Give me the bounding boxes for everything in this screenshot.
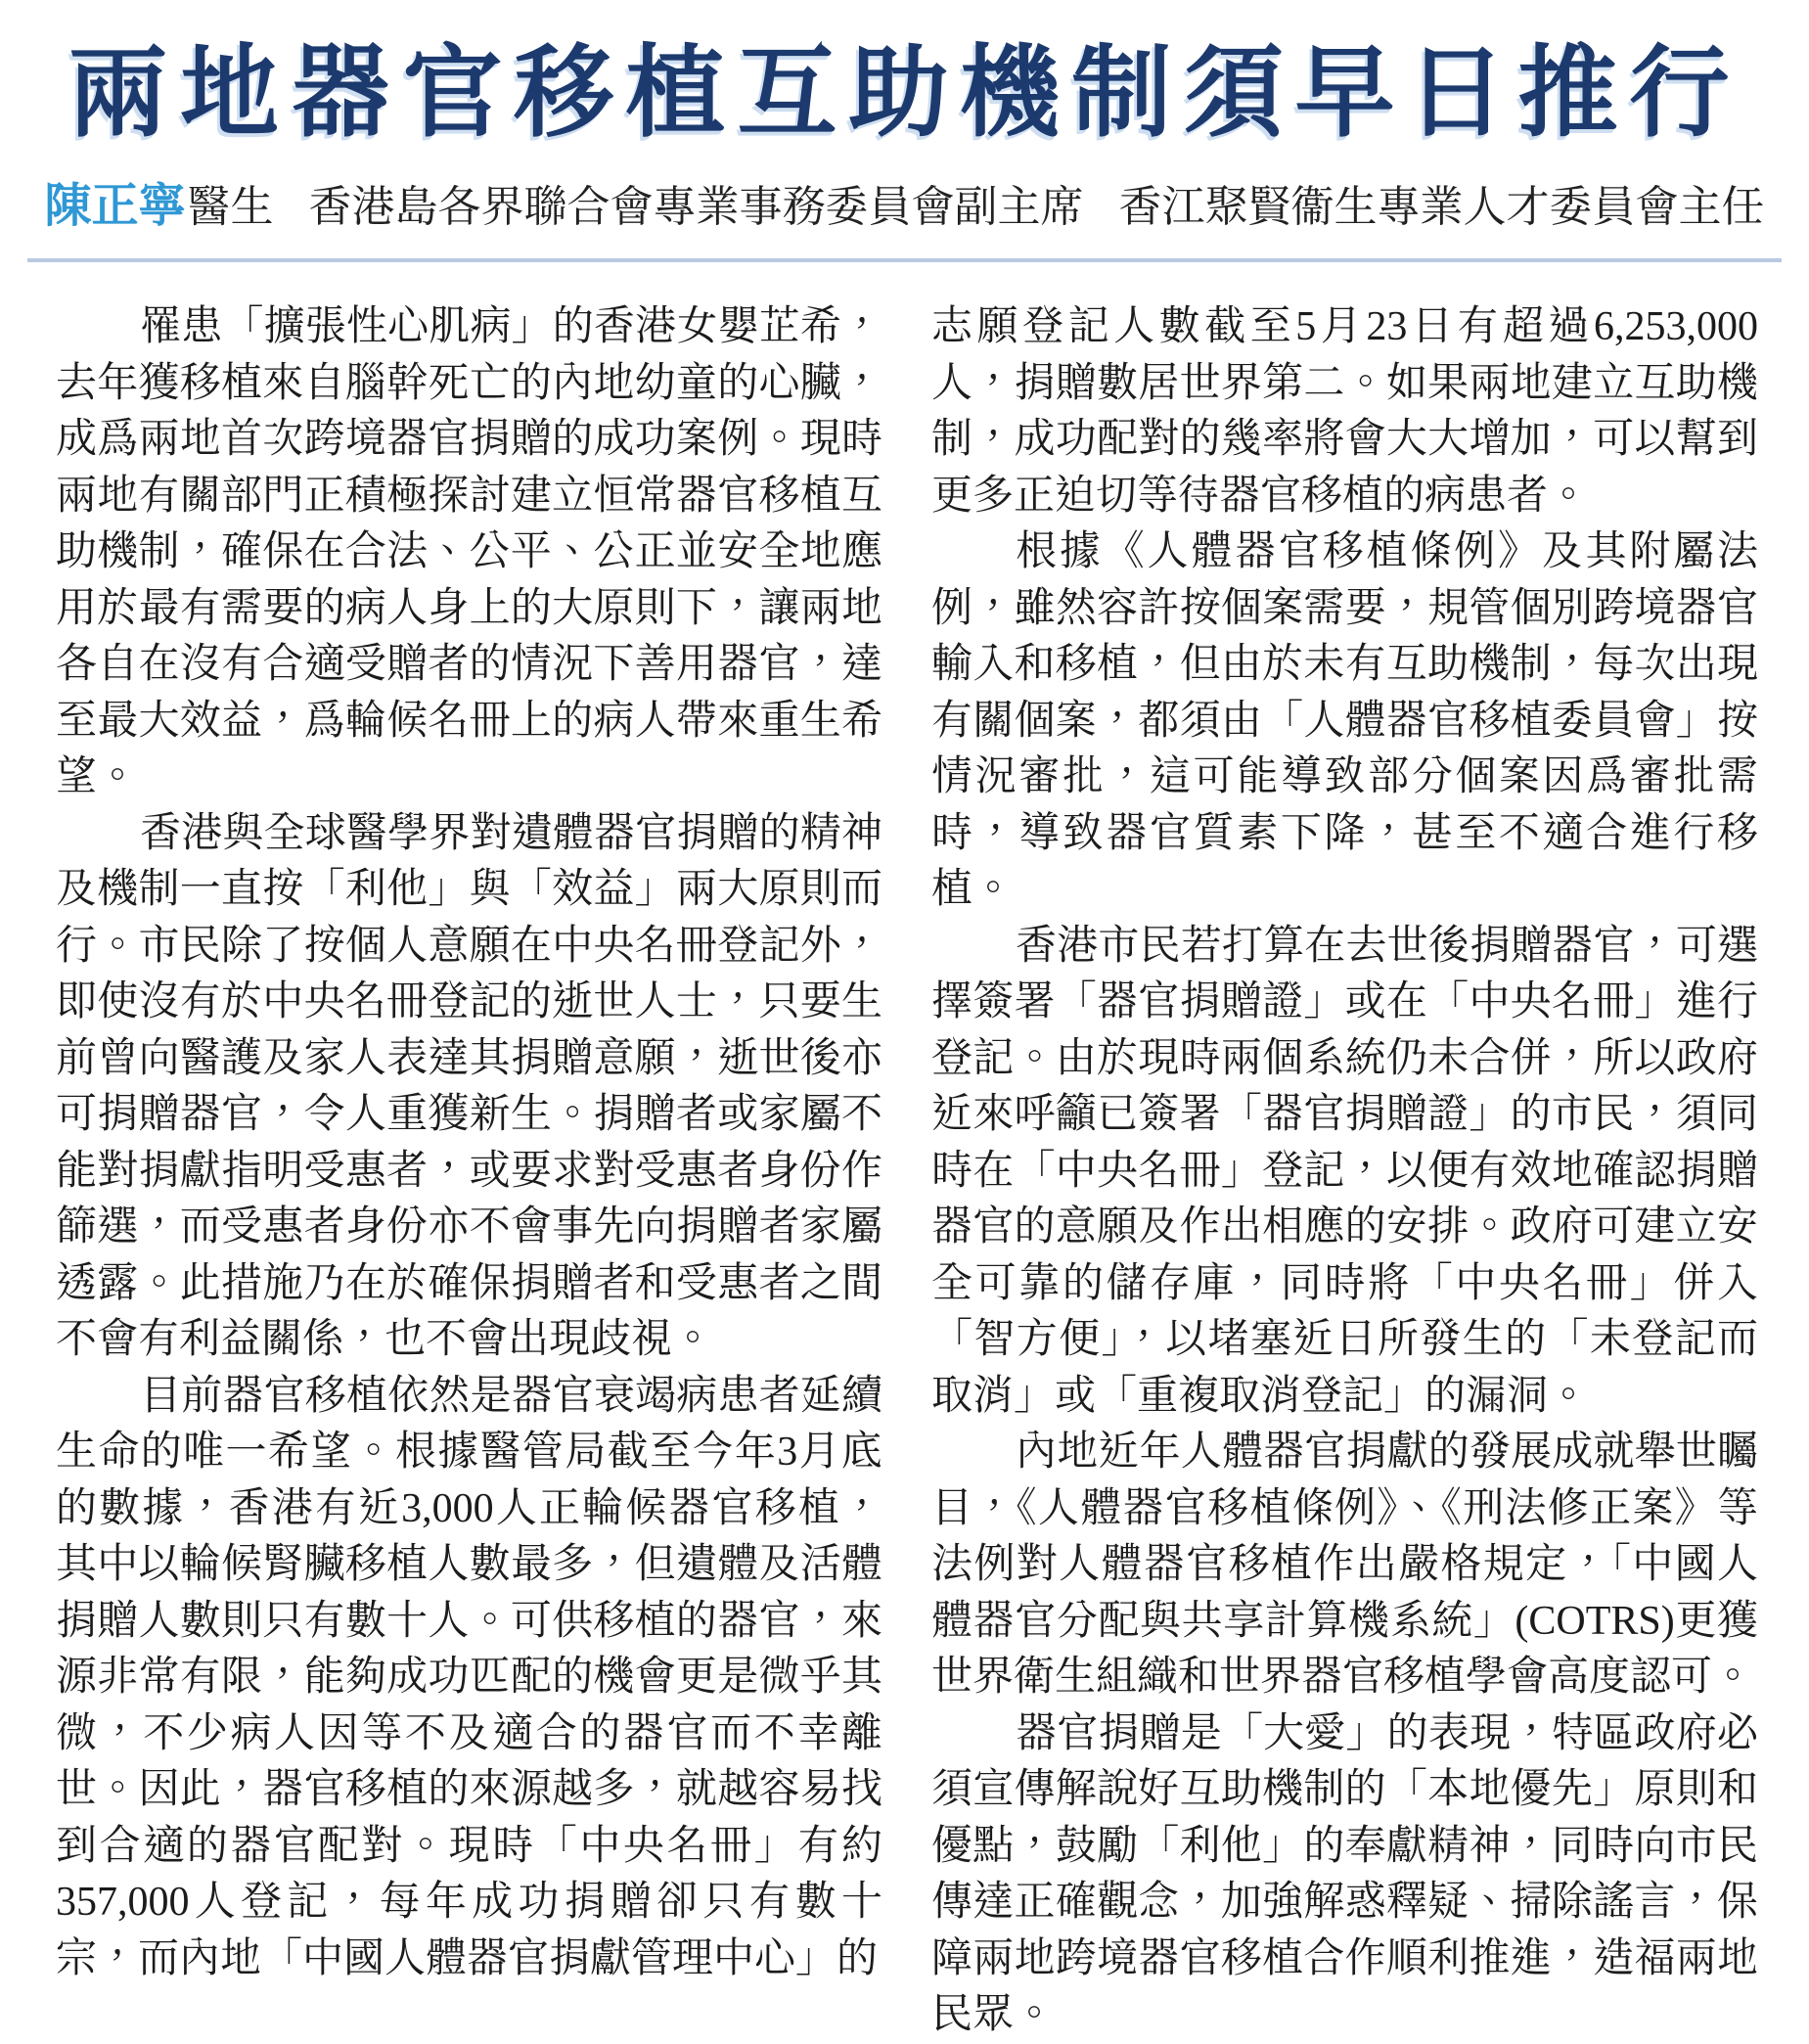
paragraph-continuation: 志願登記人數截至5月23日有超過6,253,000人，捐贈數居世界第二。如果兩地建立互助機制，成功配對的幾率將會大大增加，可以幫到更多正迫切等待器官移植的病患者。: [931, 304, 1758, 519]
column-left: [56, 299, 882, 2044]
byline-author-group: [44, 179, 273, 233]
paragraph: 內地近年人體器官捐獻的發展成就舉世矚目，《人體器官移植條例》、《刑法修正案》等法例對人體器官移植作出嚴格規定，「中國人體器官分配與共享計算機系統」(COTRS)更獲世界衛生組織和世界器官移植學會高度認可。: [931, 1430, 1758, 1701]
author-affiliation-2: 香江聚賢衞生專業人才委員會主任: [1118, 183, 1765, 232]
paragraph: 目前器官移植依然是器官衰竭病患者延續生命的唯一希望。根據醫管局截至今年3月底的數據，香港有近3,000人正輪候器官移植，其中以輪候腎臟移植人數最多，但遺體及活體捐贈人數則只有數十人。可供移植的器官，來源非常有限，能夠成功匹配的機會更是微乎其微，不少病人因等不及適合的器官而不幸離世。因此，器官移植的來源越多，就越容易找到合適的器官配對。現時「中央名冊」有約357,000人登記，每年成功捐贈卻只有數十宗，而內地「中國人體器官捐獻管理中心」的: [56, 1373, 882, 1981]
paragraph: 器官捐贈是「大愛」的表現，特區政府必須宣傳解說好互助機制的「本地優先」原則和優點，鼓勵「利他」的奉獻精神，同時向市民傳達正確觀念，加強解惑釋疑、掃除謠言，保障兩地跨境器官移植合作順利推進，造福兩地民眾。: [931, 1710, 1758, 2038]
paragraph: 根據《人體器官移植條例》及其附屬法例，雖然容許按個案需要，規管個別跨境器官輸入和移植，但由於未有互助機制，每次出現有關個案，都須由「人體器官移植委員會」按情況審批，這可能導致部分個案因爲審批需時，導致器官質素下降，甚至不適合進行移植。: [931, 529, 1758, 913]
paragraph: 香港市民若打算在去世後捐贈器官，可選擇簽署「器官捐贈證」或在「中央名冊」進行登記。由於現時兩個系統仍未合併，所以政府近來呼籲已簽署「器官捐贈證」的市民，須同時在「中央名冊」登記，以便有效地確認捐贈器官的意願及作出相應的安排。政府可建立安全可靠的儲存庫，同時將「中央名冊」併入「智方便」，以堵塞近日所發生的「未登記而取消」或「重複取消登記」的漏洞。: [931, 923, 1758, 1419]
author-affiliation-1: 香港島各界聯合會專業事務委員會副主席: [308, 183, 1084, 232]
divider-rule: [27, 258, 1782, 262]
article-body: [56, 299, 1758, 2044]
author-title: 醫生: [187, 183, 274, 232]
page-title: 兩地器官移植互助機制須早日推行: [68, 37, 1741, 149]
column-right: [931, 299, 1758, 2044]
paragraph: 罹患「擴張性心肌病」的香港女嬰芷希，去年獲移植來自腦幹死亡的內地幼童的心臟，成爲兩地首次跨境器官捐贈的成功案例。現時兩地有關部門正積極探討建立恒常器官移植互助機制，確保在合法、公平、公正並安全地應用於最有需要的病人身上的大原則下，讓兩地各自在沒有合適受贈者的情況下善用器官，達至最大效益，爲輪候名冊上的病人帶來重生希望。: [56, 304, 882, 800]
author-name: 陳正寧: [44, 180, 186, 233]
byline: [0, 179, 1809, 233]
paragraph: 香港與全球醫學界對遺體器官捐贈的精神及機制一直按「利他」與「效益」兩大原則而行。市民除了按個人意願在中央名冊登記外，即使沒有於中央名冊登記的逝世人士，只要生前曾向醫護及家人表達其捐贈意願，逝世後亦可捐贈器官，令人重獲新生。捐贈者或家屬不能對捐獻指明受惠者，或要求對受惠者身份作篩選，而受惠者身份亦不會事先向捐贈者家屬透露。此措施乃在於確保捐贈者和受惠者之間不會有利益關係，也不會出現歧視。: [56, 810, 882, 1363]
